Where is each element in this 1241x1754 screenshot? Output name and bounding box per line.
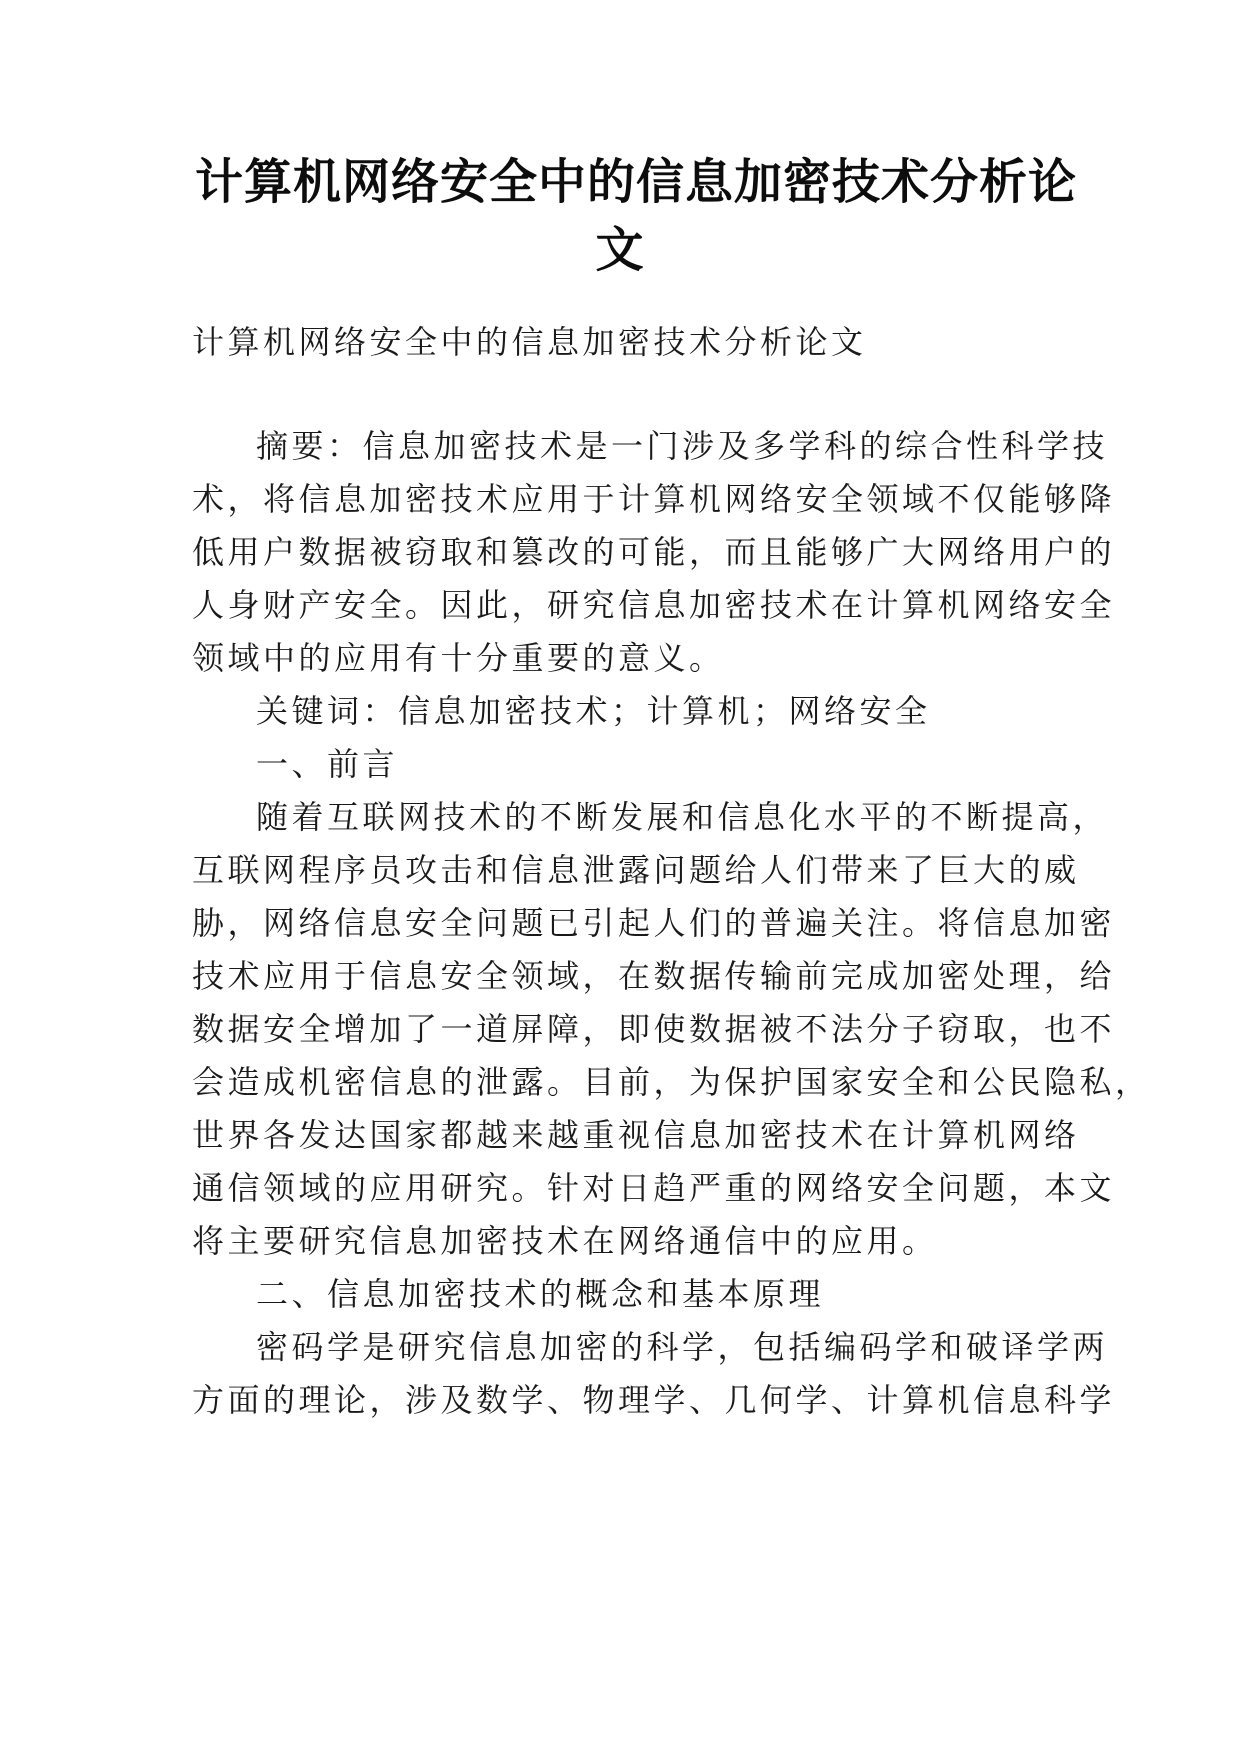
body-line: 领域中的应用有十分重要的意义。 xyxy=(192,639,725,677)
body-line: 术，将信息加密技术应用于计算机网络安全领域不仅能够降 xyxy=(192,480,1116,518)
keywords-line: 关键词：信息加密技术；计算机；网络安全 xyxy=(256,692,931,730)
body-line: 方面的理论，涉及数学、物理学、几何学、计算机信息科学 xyxy=(192,1381,1116,1419)
body-line: 人身财产安全。因此，研究信息加密技术在计算机网络安全 xyxy=(192,586,1116,624)
body-line: 互联网程序员攻击和信息泄露问题给人们带来了巨大的威 xyxy=(192,851,1080,889)
body-line: 将主要研究信息加密技术在网络通信中的应用。 xyxy=(192,1222,938,1260)
body-line: 通信领域的应用研究。针对日趋严重的网络安全问题，本文 xyxy=(192,1169,1116,1207)
body-line: 密码学是研究信息加密的科学，包括编码学和破译学两 xyxy=(256,1328,1109,1366)
section-heading: 二、信息加密技术的概念和基本原理 xyxy=(256,1275,825,1313)
body-line: 胁，网络信息安全问题已引起人们的普遍关注。将信息加密 xyxy=(192,904,1116,942)
body-line: 世界各发达国家都越来越重视信息加密技术在计算机网络 xyxy=(192,1116,1080,1154)
body-line: 数据安全增加了一道屏障，即使数据被不法分子窃取，也不 xyxy=(192,1010,1116,1048)
body-line: 技术应用于信息安全领域，在数据传输前完成加密处理，给 xyxy=(192,957,1116,995)
body-line: 随着互联网技术的不断发展和信息化水平的不断提高， xyxy=(256,798,1109,836)
document-title-line-1: 计算机网络安全中的信息加密技术分析论 xyxy=(195,154,1078,210)
body-line: 摘要：信息加密技术是一门涉及多学科的综合性科学技 xyxy=(256,427,1109,465)
body-line: 会造成机密信息的泄露。目前，为保护国家安全和公民隐私， xyxy=(192,1063,1151,1101)
section-heading: 一、前言 xyxy=(256,745,399,783)
body-line: 低用户数据被窃取和篡改的可能，而且能够广大网络用户的 xyxy=(192,533,1116,571)
document-subtitle: 计算机网络安全中的信息加密技术分析论文 xyxy=(192,323,867,361)
document-title-line-2: 文 xyxy=(595,222,645,278)
